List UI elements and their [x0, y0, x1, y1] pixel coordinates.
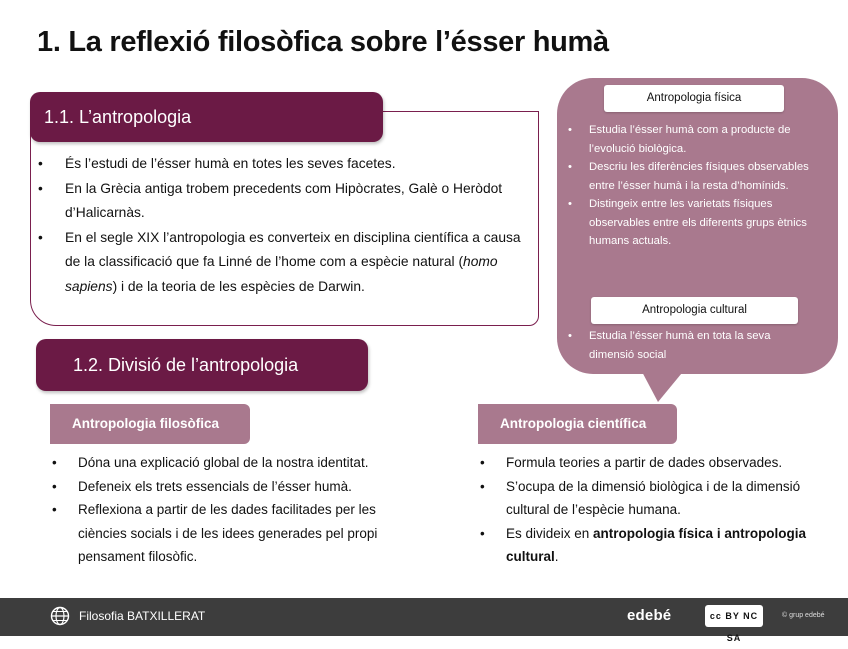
list-item [38, 226, 534, 300]
footer-bar [0, 598, 848, 643]
creative-commons-badge: cc BY NC SA [705, 605, 763, 627]
antropologia-cientifica-list [478, 451, 838, 569]
section-1-1-header: 1.1. L’antropologia [30, 92, 383, 142]
list-item: • És l’estudi de l’ésser humà en totes les seves facetes. [38, 152, 534, 177]
publisher-logo: edebé [627, 607, 672, 624]
list-item: • Dóna una explicació global de la nostra identitat. [50, 451, 420, 475]
list-item-text: En el segle XIX l’antropologia es converteix en disciplina científica a causa de la classificació que fa Linné de l’home com a espècie natural ( [65, 229, 521, 269]
list-item: • Defeneix els trets essencials de l’ésser humà. [50, 475, 420, 499]
list-item: • En la Grècia antiga trobem precedents com Hipòcrates, Galè o Heròdot d’Halicarnàs. [38, 177, 534, 226]
antropologia-fisica-list [562, 121, 812, 251]
list-item: • Reflexiona a partir de les dades facilitades per les ciències socials i de les idees generades pel propi pensament filosòfic. [50, 498, 420, 569]
list-item [478, 522, 838, 569]
list-item-text: ) i de la teoria de les espècies de Darwin. [112, 278, 365, 294]
species-name: homo sapiens [65, 254, 498, 294]
list-item-text: Es divideix en [506, 525, 594, 541]
antropologia-cultural-list [562, 327, 812, 364]
section-1-2-header: 1.2. Divisió de l’antropologia [36, 339, 368, 391]
antropologia-list [38, 152, 534, 299]
list-item: • Formula teories a partir de dades observades. [478, 451, 838, 475]
antropologia-filosofica-tab: Antropologia filosòfica [50, 404, 250, 444]
subfields-emphasis: antropologia física i antropologia cultural [506, 525, 807, 564]
callout-tail [640, 368, 686, 402]
list-item: • Descriu les diferències físiques observables entre l’ésser humà i la resta d’homínids. [562, 158, 812, 195]
list-item: • Estudia l’ésser humà en tota la seva dimensió social [562, 327, 812, 364]
antropologia-fisica-label: Antropologia física [604, 85, 784, 112]
list-item: • Distingeix entre les varietats físiques observables entre els diferents grups ètnics humans actuals. [562, 195, 812, 251]
antropologia-cientifica-tab: Antropologia científica [478, 404, 677, 444]
footer-course-label: Filosofia BATXILLERAT [79, 609, 206, 623]
globe-icon [50, 606, 70, 626]
antropologia-cultural-label: Antropologia cultural [591, 297, 798, 324]
list-item: • S’ocupa de la dimensió biològica i de la dimensió cultural de l’espècie humana. [478, 475, 838, 522]
antropologia-filosofica-list [50, 451, 420, 569]
list-item: • Estudia l’ésser humà com a producte de l’evolució biològica. [562, 121, 812, 158]
copyright-notice: © grup edebé [782, 612, 825, 619]
list-item-text: . [554, 549, 559, 564]
page-title: 1. La reflexió filosòfica sobre l’ésser humà [37, 26, 609, 58]
